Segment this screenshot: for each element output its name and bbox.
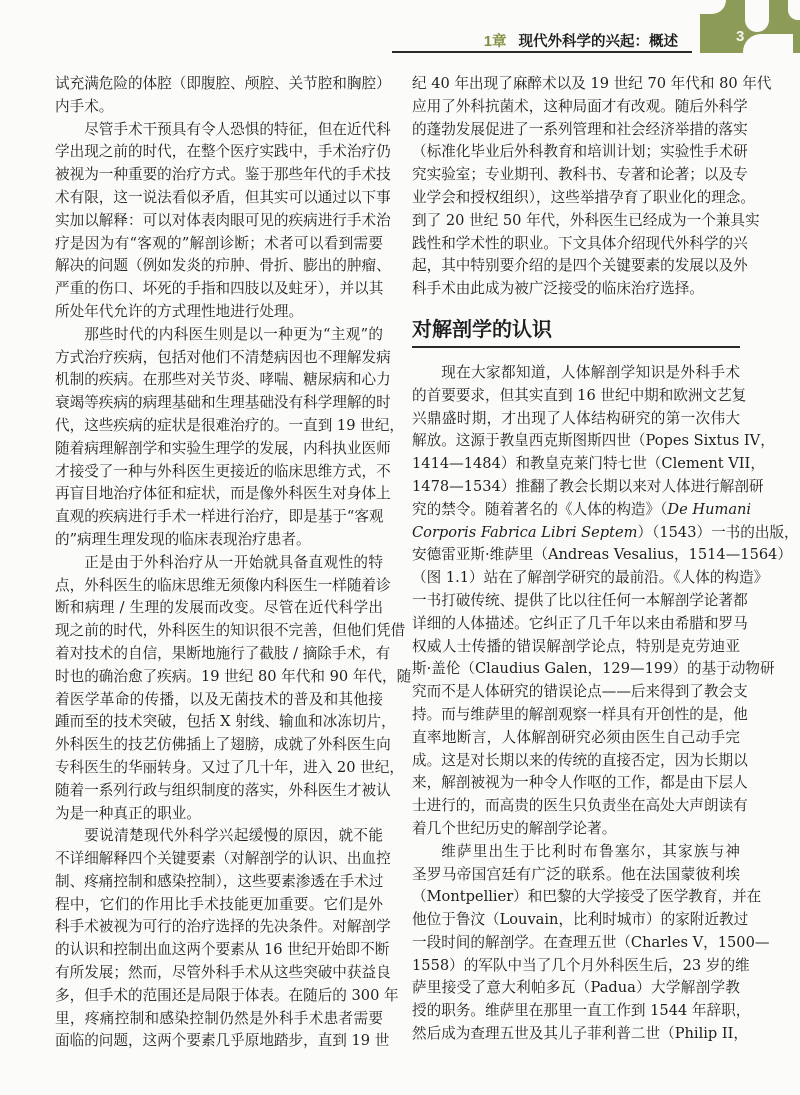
paragraph [55,825,399,1053]
text-line: 试充满危险的体腔（即腹腔、颅腔、关节腔和胸腔） [55,75,391,92]
text-line: 的认识和控制出血这两个要素从 16 世纪开始即不断 [55,941,390,959]
text-line: 直率地断言，人体解剖研究必须由医生自己动手完 [412,728,740,746]
text-line: 一书打破传统、提供了比以往任何一本解剖学论著都 [412,591,748,609]
section-heading: 对解剖学的认识 [412,317,740,348]
text-line: 随着一系列行政与组织制度的落实，外科医生才被认 [55,781,391,799]
text-line: 起，其中特别要介绍的是四个关键要素的发展以及外 [412,257,748,275]
text-line: 直观的疾病进行手术一样进行治疗，即是基于“客观 [55,508,384,526]
paragraphs [412,73,772,301]
text-line: （Montpellier）和巴黎的大学接受了医学教育，并在 [412,888,762,906]
text-line: 要说清楚现代外科学兴起缓慢的原因，就不能 [84,827,383,845]
text-line [412,522,799,545]
paragraphs [55,73,412,1053]
paragraph [55,552,412,826]
text-line: 践性和学术性的职业。下文具体介绍现代外科学的兴 [412,234,748,252]
text-line: 所处年代允许的方式理性地进行处理。 [55,302,304,320]
text-line: 着几个世纪历史的解剖学论著。 [412,819,617,837]
text-line: 1414—1484）和教皇克莱门特七世（Clement VII， [412,455,765,473]
text-line: 他位于鲁汶（Louvain，比利时城市）的家附近教过 [412,911,749,929]
page-number: 3 [736,28,745,45]
text-line: 尽管手术干预具有令人恐惧的特征，但在近代科 [84,120,391,138]
text-line: 才接受了一种与外科医生更接近的临床思维方式，不 [55,462,391,480]
text-line: 士进行的，而高贵的医生只负责坐在高处大声朗读有 [412,797,748,815]
text-segment: ）（1543）一书的出版， [637,523,799,541]
text-line: 专科医生的华丽转身。又过了几十年，进入 20 世纪， [55,758,404,776]
text-line: 的蓬勃发展促进了一系列管理和社会经济举措的落实 [412,120,748,138]
chapter-header [484,30,678,51]
text-line: 正是由于外科治疗从一开始就具备直观性的特 [84,553,383,571]
text-line: 应用了外科抗菌术，这种局面才有改观。随后外科学 [412,97,748,115]
text-line: 随着病理解剖学和实验生理学的发展，内科执业医师 [55,439,391,457]
text-line: 那些时代的内科医生则是以一种更为“主观”的 [84,325,383,343]
text-line: 1558）的军队中当了几个月外科医生后，23 岁的维 [412,956,750,974]
text-line: 到了 20 世纪 50 年代，外科医生已经成为一个兼具实 [412,211,760,229]
text-line: 着医学革命的传播，以及无菌技术的普及和其他接 [55,690,383,708]
text-line: 学出现之前的时代，在整个医疗实践中，手术治疗仍 [55,143,391,161]
paragraph [412,73,772,301]
text-line: 究实验室；专业期刊、教科书、专著和论著；以及专 [412,166,748,184]
italic-title: Corporis Fabrica Libri Septem [412,523,638,541]
text-line [412,499,752,522]
italic-title: De Humani [667,500,752,518]
header-rule [392,51,692,53]
chapter-title: 现代外科学的兴起：概述 [518,34,678,50]
text-line: 圣罗马帝国宫廷有广泛的联系。他在法国蒙彼利埃 [412,865,740,883]
text-line: 的首要要求，但其实直到 16 世纪中期和欧洲文艺复 [412,386,747,404]
text-line: 外科医生的技艺仿佛插上了翅膀，成就了外科医生向 [55,736,391,754]
text-line: 安德雷亚斯·维萨里（Andreas Vesalius，1514—1564） [412,546,793,564]
paragraph [412,841,770,1046]
text-line: 详细的人体描述。它纠正了几千年以来由希腊和罗马 [412,614,748,632]
text-line: 的”病理生理发现的临床表现治疗患者。 [55,530,311,548]
text-line: 权威人士传播的错误解剖学论点，特别是克劳迪亚 [412,637,740,655]
text-line: 踵而至的技术突破，包括 X 射线、输血和冰冻切片， [55,713,396,731]
text-line: 斯·盖伦（Claudius Galen，129—199）的基于动物研 [412,660,775,678]
paragraphs [412,362,799,1046]
text-line: 纪 40 年出现了麻醉术以及 19 世纪 70 年代和 80 年代 [412,75,772,92]
text-line: 科手术被视为可行的治疗选择的先决条件。对解剖学 [55,918,391,936]
text-line: 为是一种真正的职业。 [55,804,201,822]
text-line: 着对技术的自信，果断地施行了截肢 / 摘除手术，有 [55,644,391,662]
text-line: 解决的问题（例如发炎的疖肿、骨折、膨出的肿瘤、 [55,257,391,275]
text-line: 不详细解释四个关键要素（对解剖学的认识、出血控 [55,850,391,868]
text-line: 断和病理 / 生理的发展而改变。尽管在近代科学出 [55,599,383,617]
corner-decoration [700,0,800,53]
text-line: 科手术由此成为被广泛接受的临床治疗选择。 [412,280,704,298]
paragraph [55,73,391,119]
text-line: 维萨里出生于比利时布鲁塞尔，其家族与神 [441,842,740,860]
text-line: 究而不是人体研究的错误论点——后来得到了教会支 [412,683,748,701]
text-line: 被视为一种重要的治疗方式。鉴于那些年代的手术技 [55,166,391,184]
text-line: 1478—1534）推翻了教会长期以来对人体进行解剖研 [412,477,764,495]
paragraph [55,324,404,552]
text-segment: 究的禁令。随着著名的《人体的构造》（ [412,500,668,518]
text-line: （图 1.1）站在了解剖学研究的最前沿。《人体的构造》 [412,569,769,587]
text-line: 多，但手术的范围还是局限于体表。在随后的 300 年 [55,986,399,1004]
text-line: 衰竭等疾病的病理基础和生理基础没有科学理解的时 [55,394,391,412]
text-line: 再盲目地治疗体征和症状，而是像外科医生对身体上 [55,485,391,503]
text-line: 解放。这源于教皇西克斯图斯四世（Popes Sixtus IV， [412,432,775,450]
paragraph [412,362,799,841]
text-line: 授的职务。维萨里在那里一直工作到 1544 年辞职， [412,1002,751,1020]
chapter-number: 1章 [483,34,507,50]
text-line: 成。这是对长期以来的传统的直接否定，因为长期以 [412,751,748,769]
text-line: 萨里接受了意大利帕多瓦（Padua）大学解剖学教 [412,979,740,997]
text-line: 机制的疾病。在那些对关节炎、哮喘、糖尿病和心力 [55,371,391,389]
text-line: 代，这些疾病的症状是很难治疗的。一直到 19 世纪， [55,416,404,434]
text-line: 现在大家都知道，人体解剖学知识是外科手术 [441,363,740,381]
text-line: 兴鼎盛时期，才出现了人体结构研究的第一次伟大 [412,409,740,427]
text-line: 严重的伤口、坏死的手指和四肢以及蛀牙），并以其 [55,280,384,298]
text-line: （标准化毕业后外科教育和培训计划；实验性手术研 [412,143,748,161]
text-line: 点，外科医生的临床思维无须像内科医生一样随着诊 [55,576,391,594]
text-line: 内手术。 [55,97,114,115]
text-line: 来，解剖被视为一种令人作呕的工作，都是由下层人 [412,774,748,792]
text-line: 现之前的时代，外科医生的知识很不完善，但他们凭借 [55,622,406,640]
text-line: 程中，它们的作用比手术技能更加重要。它们是外 [55,895,383,913]
right-column [412,73,799,1046]
text-line: 业学会和授权组织），这些举措孕育了职业化的理念。 [412,188,755,206]
text-line: 面临的问题，这两个要素几乎原地踏步，直到 19 世 [55,1032,390,1050]
paragraph [55,119,391,324]
text-line: 里，疼痛控制和感染控制仍然是外科手术患者需要 [55,1009,383,1027]
text-line: 时也的确治愈了疾病。19 世纪 80 年代和 90 年代，随 [55,667,412,685]
text-line: 一段时间的解剖学。在查理五世（Charles V，1500— [412,933,770,951]
text-line: 有所发展；然而，尽管外科手术从这些突破中获益良 [55,964,391,982]
text-line: 方式治疗疾病，包括对他们不清楚病因也不理解发病 [55,348,391,366]
text-line: 制、疼痛控制和感染控制），这些要素渗透在手术过 [55,872,384,890]
left-column [55,73,412,1053]
text-line: 持。而与维萨里的解剖观察一样具有开创性的是，他 [412,705,748,723]
text-line: 然后成为查理五世及其儿子菲利普二世（Philip II， [412,1025,749,1043]
text-line: 实加以解释：可以对体表肉眼可见的疾病进行手术治 [55,211,391,229]
text-line: 术有限，这一说法看似矛盾，但其实可以通过以下事 [55,188,391,206]
text-line: 疗是因为有“客观的”解剖诊断；术者可以看到需要 [55,234,383,252]
